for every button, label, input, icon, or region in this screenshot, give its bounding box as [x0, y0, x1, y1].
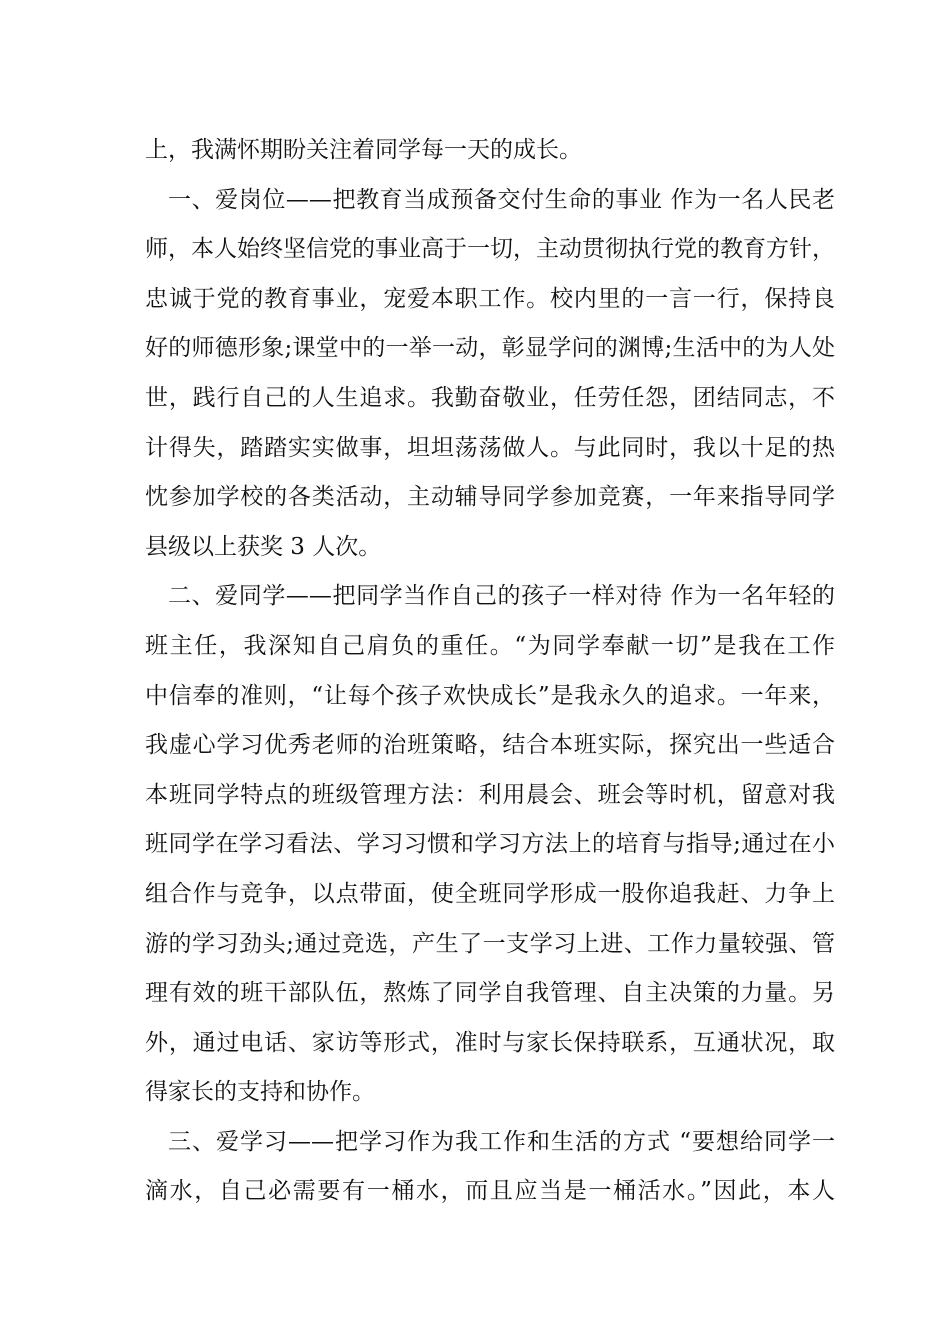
- body-text: [145, 126, 835, 1217]
- text-line: 理有效的班干部队伍，熬炼了同学自我管理、自主决策的力量。另: [145, 980, 835, 1007]
- text-line: 组合作与竞争，以点带面，使全班同学形成一股你追我赶、力争上: [145, 880, 835, 907]
- text-line: 我虚心学习优秀老师的治班策略，结合本班实际，探究出一些适合: [145, 732, 835, 759]
- text-line: 好的师德形象;课堂中的一举一动，彰显学问的渊博;生活中的为人处: [145, 335, 835, 362]
- text-line: 班同学在学习看法、学习习惯和学习方法上的培育与指导;通过在小: [145, 831, 835, 858]
- text-line: 师，本人始终坚信党的事业高于一切，主动贯彻执行党的教育方针，: [145, 236, 835, 263]
- text-line: 班主任，我深知自己肩负的重任。“为同学奉献一切”是我在工作: [145, 632, 835, 659]
- text-line: 中信奉的准则，“让每个孩子欢快成长”是我永久的追求。一年来，: [145, 682, 835, 709]
- text-line: 上，我满怀期盼关注着同学每一天的成长。: [145, 137, 582, 163]
- text-line: 本班同学特点的班级管理方法：利用晨会、班会等时机，留意对我: [145, 781, 835, 808]
- text-line: 游的学习劲头;通过竞选，产生了一支学习上进、工作力量较强、管: [145, 930, 835, 957]
- text-line: 外，通过电话、家访等形式，准时与家长保持联系，互通状况，取: [145, 1029, 835, 1056]
- text-line: 县级以上获奖 3 人次。: [145, 533, 382, 560]
- text-line-heading: 二、爱同学——把同学当作自己的孩子一样对待 作为一名年轻的: [168, 583, 835, 610]
- text-line-heading: 一、爱岗位——把教育当成预备交付生命的事业 作为一名人民老: [168, 186, 835, 213]
- text-line: 计得失，踏踏实实做事，坦坦荡荡做人。与此同时，我以十足的热: [145, 434, 835, 461]
- text-line: 忱参加学校的各类活动，主动辅导同学参加竞赛，一年来指导同学: [145, 484, 835, 511]
- text-line-heading: 三、爱学习——把学习作为我工作和生活的方式 “要想给同学一: [168, 1128, 835, 1155]
- text-line: 忠诚于党的教育事业，宠爱本职工作。校内里的一言一行，保持良: [145, 285, 835, 312]
- text-line: 得家长的支持和协作。: [145, 1079, 375, 1106]
- text-line: 滴水，自己必需要有一桶水，而且应当是一桶活水。”因此，本人: [145, 1178, 835, 1205]
- text-line: 世，践行自己的人生追求。我勤奋敬业，任劳任怨，团结同志，不: [145, 384, 835, 411]
